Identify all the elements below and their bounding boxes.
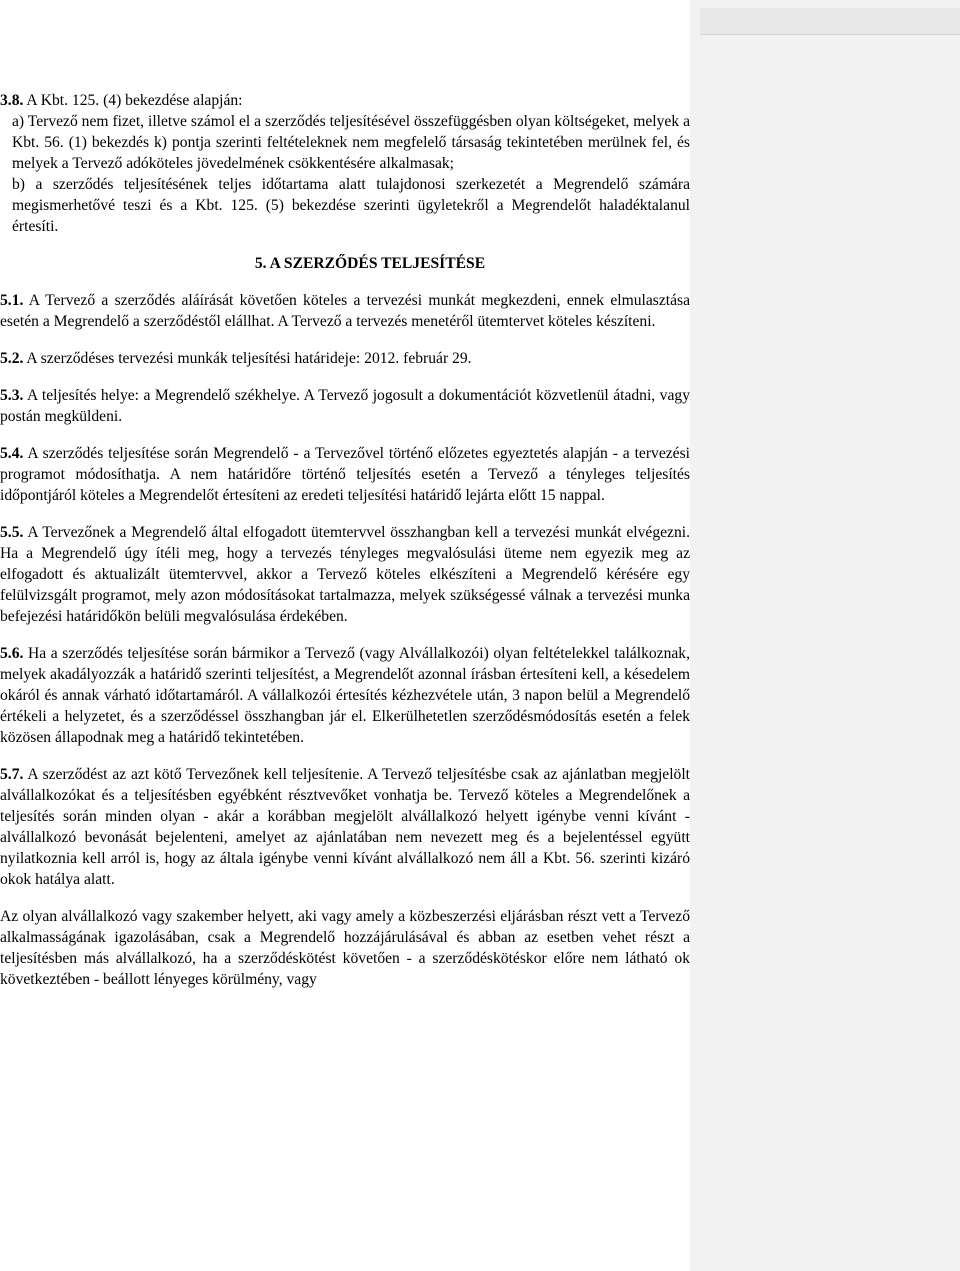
section-number: 5.3. xyxy=(0,387,24,404)
paragraph-3-8-intro xyxy=(0,90,690,111)
section-number: 5.2. xyxy=(0,350,24,367)
paragraph-5-6 xyxy=(0,643,690,748)
comment-header-bar xyxy=(700,8,960,35)
paragraph-text: A szerződés teljesítése során Megrendelő - a Tervezővel történő előzetes egyeztetés alapján - a tervezési programot módosíthatja. A nem határidőre történő teljesítés esetén a Tervező a tényleges teljesítés időpontjáról köteles a Megrendelőt értesíteni az eredeti teljesítési határidő lejárta előtt 15 nappal. xyxy=(0,445,690,504)
section-number: 5.7. xyxy=(0,766,24,783)
section-number: 5.1. xyxy=(0,292,24,309)
paragraph-final: Az olyan alvállalkozó vagy szakember helyett, aki vagy amely a közbeszerzési eljárásban részt vett a Tervező alkalmasságának igazolásában, csak a Megrendelő hozzájárulásával és abban az esetben vehet részt a teljesítésben más alvállalkozó, ha a szerződéskötést követően - a szerződéskötéskor előre nem látható ok következtében - beállott lényeges körülmény, vagy xyxy=(0,908,690,988)
paragraph-text: A teljesítés helye: a Megrendelő székhelye. A Tervező jogosult a dokumentációt közvetlenül átadni, vagy postán megküldeni. xyxy=(0,387,690,425)
section-number: 5.6. xyxy=(0,645,24,662)
paragraph-5-7 xyxy=(0,764,690,890)
section-heading: 5. A SZERZŐDÉS TELJESÍTÉSE xyxy=(254,255,486,272)
section-number: 5.4. xyxy=(0,445,24,462)
paragraph-text: A szerződést az azt kötő Tervezőnek kell teljesítenie. A Tervező teljesítésbe csak az ajánlatban megjelölt alvállalkozókat és a teljesítésben egyébként résztvevőket vonhatja be. Tervező köteles a Megrendelőnek a teljesítés során minden olyan - akár a korábban megjelölt alvállalkozó helyett igénybe venni kívánt - alvállalkozó bevonását bejelenteni, amelyet az ajánlatában nem nevezett meg és a bejelentéssel együtt nyilatkoznia kell arról is, hogy az általa igénybe venni kívánt alvállalkozó nem áll a Kbt. 56. szerinti kizáró okok hatálya alatt. xyxy=(0,766,690,888)
paragraph-3-8-a: a) Tervező nem fizet, illetve számol el a szerződés teljesítésével összefüggésben olyan költségeket, melyek a Kbt. 56. (1) bekezdés k) pontja szerinti feltételeknek nem megfelelő társaság tekintetében merülnek fel, és melyek a Tervező adóköteles jövedelmének csökkentésére alkalmasak; xyxy=(12,113,690,172)
paragraph-3-8-b: b) a szerződés teljesítésének teljes időtartama alatt tulajdonosi szerkezetét a Megrendelő számára megismerhetővé teszi és a Kbt. 125. (5) bekezdése szerinti ügyletekről a Megrendelőt haladéktalanul értesíti. xyxy=(12,176,690,235)
comment-margin-panel xyxy=(690,0,960,1271)
document-page xyxy=(0,90,690,990)
paragraph-text: A Tervező a szerződés aláírását követően köteles a tervezési munkát megkezdeni, ennek elmulasztása esetén a Megrendelő a szerződéstől elállhat. A Tervező a tervezés menetéről ütemtervet köteles készíteni. xyxy=(0,292,690,330)
paragraph-text: A Tervezőnek a Megrendelő által elfogadott ütemtervvel összhangban kell a tervezési munkát elvégezni. Ha a Megrendelő úgy ítéli meg, hogy a tervezés tényleges megvalósulási üteme nem egyezik meg az elfogadott és aktualizált ütemtervvel, akkor a Tervező köteles elkészíteni a Megrendelő kérésére egy felülvizsgált programot, mely azon módosításokat tartalmazza, melyek szükségessé válnak a tervezési munka befejezési határidőkön belüli megvalósulása érdekében. xyxy=(0,524,690,625)
paragraph-text: A Kbt. 125. (4) bekezdése alapján: xyxy=(23,92,243,109)
paragraph-5-2 xyxy=(0,348,690,369)
section-number: 3.8. xyxy=(0,92,24,109)
paragraph-5-4 xyxy=(0,443,690,506)
paragraph-text: Ha a szerződés teljesítése során bármikor a Tervező (vagy Alvállalkozói) olyan feltételekkel találkoznak, melyek akadályozzák a határidő szerinti teljesítést, a Megrendelőt azonnal írásban értesíteni kell, a késedelem okáról és annak várható időtartamáról. A vállalkozói értesítés kézhezvétele után, 3 napon belül a Megrendelő értékeli a helyzetet, és a szerződéssel összhangban jár el. Elkerülhetetlen szerződésmódosítás esetén a felek közösen állapodnak meg a határidő tekintetében. xyxy=(0,645,690,746)
paragraph-5-5 xyxy=(0,522,690,627)
paragraph-text: A szerződéses tervezési munkák teljesítési határideje: 2012. február 29. xyxy=(23,350,472,367)
section-number: 5.5. xyxy=(0,524,24,541)
paragraph-5-3 xyxy=(0,385,690,427)
paragraph-5-1 xyxy=(0,290,690,332)
